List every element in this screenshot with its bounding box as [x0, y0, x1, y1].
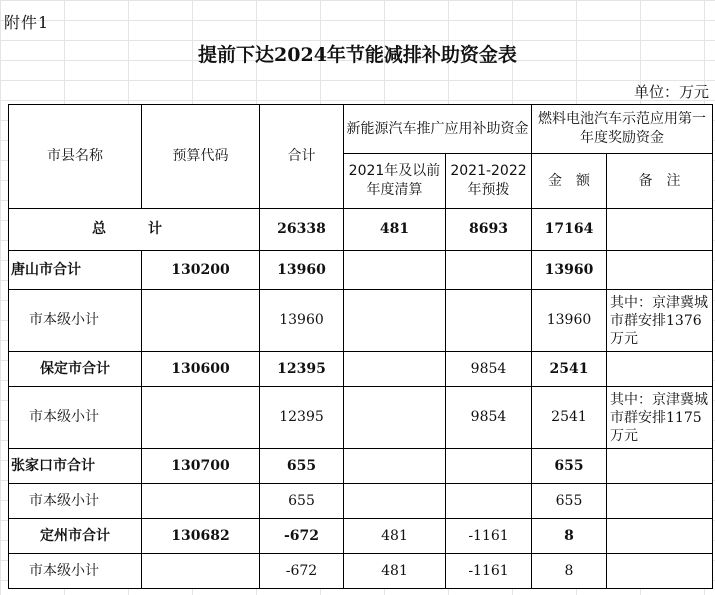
- nev-2021-cell[interactable]: 481: [344, 554, 446, 589]
- table-row: [9, 352, 713, 387]
- table-row: [9, 449, 713, 484]
- table-row: [9, 519, 713, 554]
- table-row: [9, 251, 713, 290]
- nev-2022-cell[interactable]: 9854: [446, 352, 532, 387]
- city-name-cell[interactable]: 市本级小计: [9, 554, 142, 589]
- total-cell[interactable]: 13960: [260, 290, 344, 352]
- header-total[interactable]: 合计: [260, 105, 344, 209]
- amount-cell[interactable]: 13960: [532, 290, 607, 352]
- city-name-cell[interactable]: 张家口市合计: [9, 449, 142, 484]
- budget-code-cell[interactable]: [142, 554, 260, 589]
- total-cell[interactable]: 655: [260, 484, 344, 519]
- nev-2022-cell[interactable]: -1161: [446, 519, 532, 554]
- budget-code-cell[interactable]: 130200: [142, 251, 260, 290]
- city-name-cell[interactable]: 唐山市合计: [9, 251, 142, 290]
- remark-cell[interactable]: [607, 484, 713, 519]
- table-row: [9, 484, 713, 519]
- remark-cell[interactable]: [607, 554, 713, 589]
- header-budget-code[interactable]: 预算代码: [142, 105, 260, 209]
- nev-2021-cell[interactable]: [344, 251, 446, 290]
- city-name-cell[interactable]: 市本级小计: [9, 290, 142, 352]
- budget-code-cell[interactable]: [142, 387, 260, 449]
- nev-2021-cell[interactable]: [344, 352, 446, 387]
- city-name-cell[interactable]: 市本级小计: [9, 484, 142, 519]
- amount-cell[interactable]: 2541: [532, 387, 607, 449]
- header-remark[interactable]: 备 注: [607, 154, 713, 209]
- amount-cell[interactable]: 13960: [532, 251, 607, 290]
- amount-cell[interactable]: 2541: [532, 352, 607, 387]
- nev-2021-cell[interactable]: [344, 484, 446, 519]
- remark-cell[interactable]: [607, 449, 713, 484]
- nev-2022-cell[interactable]: [446, 251, 532, 290]
- header-amount[interactable]: 金 额: [532, 154, 607, 209]
- grand-total-nev-2022[interactable]: 8693: [446, 209, 532, 251]
- table-row: [9, 554, 713, 589]
- total-cell[interactable]: 13960: [260, 251, 344, 290]
- nev-2022-cell[interactable]: [446, 484, 532, 519]
- nev-2022-cell[interactable]: -1161: [446, 554, 532, 589]
- budget-code-cell[interactable]: 130682: [142, 519, 260, 554]
- grand-total-total[interactable]: 26338: [260, 209, 344, 251]
- remark-cell[interactable]: [607, 251, 713, 290]
- grand-total-remark[interactable]: [607, 209, 713, 251]
- attachment-label: 附件1: [4, 13, 50, 32]
- nev-2022-cell[interactable]: [446, 290, 532, 352]
- total-cell[interactable]: 12395: [260, 352, 344, 387]
- budget-code-cell[interactable]: [142, 484, 260, 519]
- grand-total-label[interactable]: 总 计: [9, 209, 260, 251]
- header-nev-group[interactable]: 新能源汽车推广应用补助资金: [344, 105, 532, 154]
- header-city[interactable]: 市县名称: [9, 105, 142, 209]
- budget-code-cell[interactable]: [142, 290, 260, 352]
- city-name-cell[interactable]: 保定市合计: [9, 352, 142, 387]
- unit-label: 单位：万元: [633, 83, 709, 101]
- header-nev-2022[interactable]: 2021-2022年预拨: [446, 154, 532, 209]
- header-row-1: [9, 105, 713, 154]
- budget-code-cell[interactable]: 130600: [142, 352, 260, 387]
- total-cell[interactable]: 655: [260, 449, 344, 484]
- amount-cell[interactable]: 655: [532, 449, 607, 484]
- nev-2021-cell[interactable]: [344, 290, 446, 352]
- table-row: [9, 387, 713, 449]
- city-name-cell[interactable]: 定州市合计: [9, 519, 142, 554]
- total-cell[interactable]: -672: [260, 519, 344, 554]
- grand-total-nev-2021[interactable]: 481: [344, 209, 446, 251]
- remark-cell[interactable]: [607, 519, 713, 554]
- amount-cell[interactable]: 8: [532, 519, 607, 554]
- subsidy-table: [8, 104, 713, 589]
- header-nev-2021[interactable]: 2021年及以前年度清算: [344, 154, 446, 209]
- total-cell[interactable]: -672: [260, 554, 344, 589]
- header-fuel-cell-group[interactable]: 燃料电池汽车示范应用第一年度奖励资金: [532, 105, 713, 154]
- table-row: [9, 290, 713, 352]
- page-title: 提前下达2024年节能减排补助资金表: [198, 44, 517, 66]
- remark-cell[interactable]: 其中：京津冀城市群安排1175万元: [607, 387, 713, 449]
- remark-cell[interactable]: [607, 352, 713, 387]
- remark-cell[interactable]: 其中：京津冀城市群安排1376万元: [607, 290, 713, 352]
- nev-2022-cell[interactable]: 9854: [446, 387, 532, 449]
- total-cell[interactable]: 12395: [260, 387, 344, 449]
- grand-total-amount[interactable]: 17164: [532, 209, 607, 251]
- nev-2022-cell[interactable]: [446, 449, 532, 484]
- budget-code-cell[interactable]: 130700: [142, 449, 260, 484]
- amount-cell[interactable]: 655: [532, 484, 607, 519]
- nev-2021-cell[interactable]: 481: [344, 519, 446, 554]
- nev-2021-cell[interactable]: [344, 387, 446, 449]
- amount-cell[interactable]: 8: [532, 554, 607, 589]
- city-name-cell[interactable]: 市本级小计: [9, 387, 142, 449]
- grand-total-row: [9, 209, 713, 251]
- nev-2021-cell[interactable]: [344, 449, 446, 484]
